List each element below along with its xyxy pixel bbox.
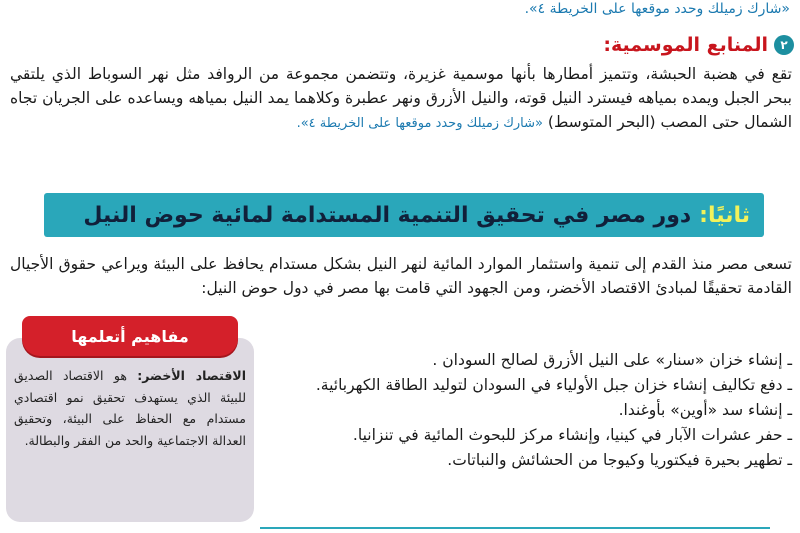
list-item: ـ تطهير بحيرة فيكتوريا وكيوجا من الحشائش والنباتات. bbox=[447, 451, 792, 469]
seasonal-sources-text: تقع في هضبة الحبشة، وتتميز أمطارها بأنها موسمية غزيرة، وتتضمن مجموعة من الروافد مثل نهر السوباط الذي يلتقي ببحر الجبل ويمده بمياهه فيسترد النيل قوته، والنيل الأزرق ونهر عطبرة وكلاهما يمد النيل بمياهه ويساعده على الجريان تجاه الشمال حتى المصب (البحر المتوسط) bbox=[10, 65, 792, 131]
list-item: ـ حفر عشرات الآبار في كينيا، وإنشاء مركز للبحوث المائية في تنزانيا. bbox=[352, 426, 792, 444]
concepts-header: مفاهيم أتعلمها bbox=[22, 316, 238, 356]
banner-ordinal: ثانيًا: bbox=[699, 202, 750, 228]
concept-term: الاقتصاد الأخضر: bbox=[137, 368, 246, 383]
list-item: ـ إنشاء سد «أوين» بأوغندا. bbox=[618, 401, 792, 419]
section-number-badge: ٢ bbox=[774, 35, 794, 55]
banner-heading bbox=[83, 193, 750, 237]
section-title: المنابع الموسمية: bbox=[603, 34, 768, 56]
concept-definition bbox=[14, 365, 246, 451]
egypt-efforts-intro: تسعى مصر منذ القدم إلى تنمية واستثمار الموارد المائية لنهر النيل بشكل مستدام يحافظ على البيئة ويراعي حقوق الأجيال القادمة تحقيقًا لمبادئ الاقتصاد الأخضر، ومن الجهود التي قامت بها مصر في دول حوض النيل: bbox=[10, 255, 792, 297]
banner-title: دور مصر في تحقيق التنمية المستدامة لمائية حوض النيل bbox=[83, 202, 692, 228]
list-item: ـ دفع تكاليف إنشاء خزان جبل الأولياء في السودان لتوليد الطاقة الكهربائية. bbox=[315, 376, 792, 394]
bottom-divider bbox=[260, 527, 770, 529]
list-item: ـ إنشاء خزان «سنار» على النيل الأزرق لصالح السودان . bbox=[432, 351, 792, 369]
seasonal-sources-paragraph bbox=[10, 62, 792, 136]
section-banner bbox=[44, 193, 764, 237]
section-heading bbox=[603, 34, 794, 56]
efforts-list bbox=[272, 348, 792, 473]
concept-definition-text: هو الاقتصاد الصديق للبيئة الذي يستهدف تحقيق نمو اقتصادي مستدام مع الحفاظ على البيئة، وتحقيق العدالة الاجتماعية والحد من الفقر والبطالة. bbox=[14, 368, 246, 448]
share-note: «شارك زميلك وحدد موقعها على الخريطة ٤». bbox=[296, 116, 543, 131]
top-share-note: «شارك زميلك وحدد موقعها على الخريطة ٤». bbox=[524, 1, 790, 17]
